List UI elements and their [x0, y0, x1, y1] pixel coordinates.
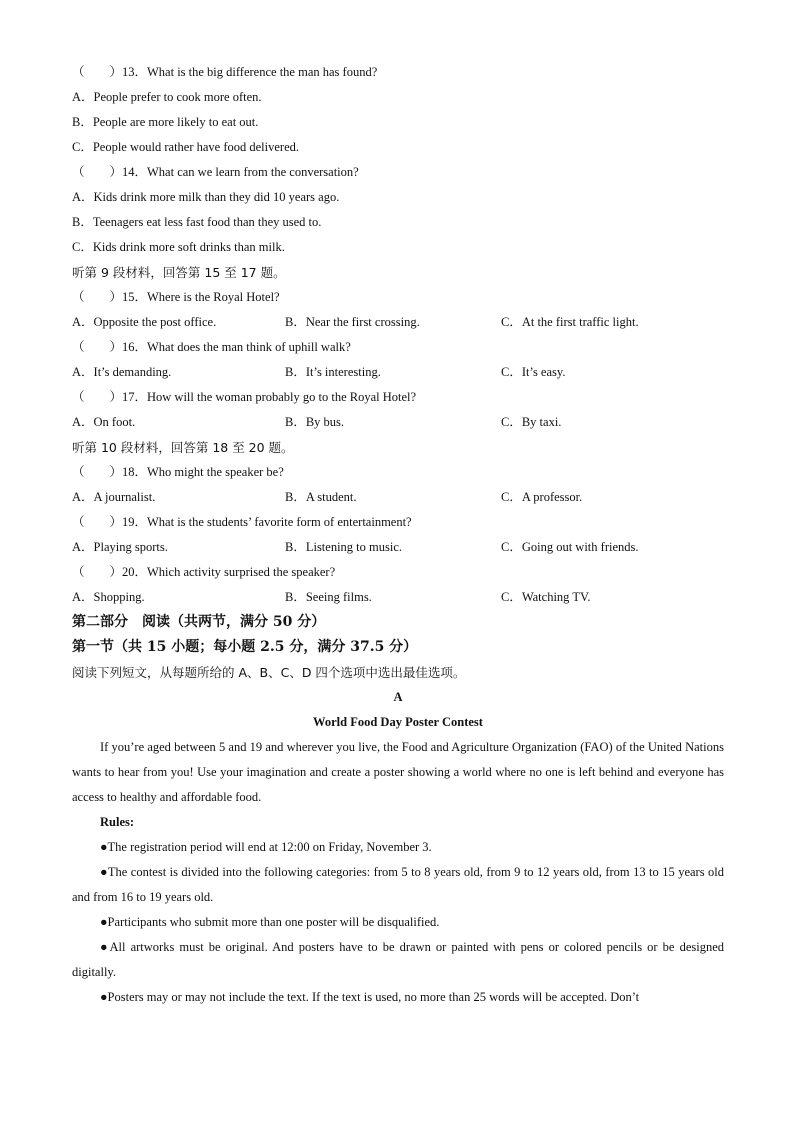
passage-title: World Food Day Poster Contest [313, 715, 483, 729]
q15-option-c: C．At the first traffic light. [501, 315, 639, 329]
rule-4: ●All artworks must be original. And posters have to be drawn or painted with pens or colored pencils or be designed digitally. [72, 940, 724, 979]
question-16: （ ）16．What does the man think of uphill walk? [72, 340, 351, 354]
q17-option-c: C．By taxi. [501, 415, 562, 429]
rule-1: ●The registration period will end at 12:00 on Friday, November 3. [100, 840, 432, 854]
q19-option-c: C．Going out with friends. [501, 540, 639, 554]
material-10-instruction: 听第 10 段材料，回答第 18 至 20 题。 [72, 440, 294, 455]
rule-5: ●Posters may or may not include the text. If the text is used, no more than 25 words will be accepted. Don’t [100, 990, 640, 1004]
q20-option-b: B．Seeing films. [285, 590, 372, 604]
rule-2: ●The contest is divided into the following categories: from 5 to 8 years old, from 9 to 12 years old, from 13 to 15 years old and from 16 to 19 years old. [72, 865, 724, 904]
q20-options [72, 585, 724, 610]
q15-option-b: B．Near the first crossing. [285, 315, 420, 329]
q19-option-b: B．Listening to music. [285, 540, 403, 554]
passage-letter: A [393, 690, 403, 704]
q18-option-b: B．A student. [285, 490, 357, 504]
q15-options [72, 310, 724, 335]
q18-option-c: C．A professor. [501, 490, 583, 504]
q17-options [72, 410, 724, 435]
q16-option-b: B．It’s interesting. [285, 365, 381, 379]
q15-option-a: A．Opposite the post office. [72, 315, 217, 329]
q20-option-c: C．Watching TV. [501, 590, 591, 604]
q14-option-b: B．Teenagers eat less fast food than they used to. [72, 215, 322, 229]
q17-option-b: B．By bus. [285, 415, 345, 429]
question-13: （ ）13．What is the big difference the man has found? [72, 65, 378, 79]
question-18: （ ）18．Who might the speaker be? [72, 465, 284, 479]
passage-intro: If you’re aged between 5 and 19 and wherever you live, the Food and Agriculture Organization (FAO) of the United Nations wants to hear from you! Use your imagination and create a poster showing a world where no one is left behind and everyone has access to healthy and affordable food. [72, 740, 724, 804]
q16-option-c: C．It’s easy. [501, 365, 566, 379]
reading-instruction: 阅读下列短文，从每题所给的 A、B、C、D 四个选项中选出最佳选项。 [72, 665, 466, 680]
question-14: （ ）14．What can we learn from the conversation? [72, 165, 359, 179]
q13-option-a: A．People prefer to cook more often. [72, 90, 262, 104]
q13-option-c: C．People would rather have food delivered. [72, 140, 300, 154]
q18-options [72, 485, 724, 510]
q19-options [72, 535, 724, 560]
question-20: （ ）20．Which activity surprised the speaker? [72, 565, 336, 579]
q18-option-a: A．A journalist. [72, 490, 156, 504]
q14-option-a: A．Kids drink more milk than they did 10 years ago. [72, 190, 340, 204]
q14-option-c: C．Kids drink more soft drinks than milk. [72, 240, 285, 254]
q13-option-b: B．People are more likely to eat out. [72, 115, 259, 129]
q20-option-a: A．Shopping. [72, 590, 145, 604]
section-one-title: 第一节（共 15 小题；每小题 2.5 分，满分 37.5 分） [72, 639, 418, 655]
q17-option-a: A．On foot. [72, 415, 136, 429]
part-two-title: 第二部分 阅读（共两节，满分 50 分） [72, 614, 326, 630]
q19-option-a: A．Playing sports. [72, 540, 168, 554]
q16-options [72, 360, 724, 385]
question-15: （ ）15．Where is the Royal Hotel? [72, 290, 280, 304]
material-9-instruction: 听第 9 段材料，回答第 15 至 17 题。 [72, 265, 286, 280]
question-19: （ ）19．What is the students’ favorite form of entertainment? [72, 515, 412, 529]
rule-3: ●Participants who submit more than one poster will be disqualified. [100, 915, 440, 929]
exam-page [72, 60, 724, 1010]
q16-option-a: A．It’s demanding. [72, 365, 172, 379]
rules-label: Rules: [100, 815, 135, 829]
question-17: （ ）17．How will the woman probably go to the Royal Hotel? [72, 390, 417, 404]
